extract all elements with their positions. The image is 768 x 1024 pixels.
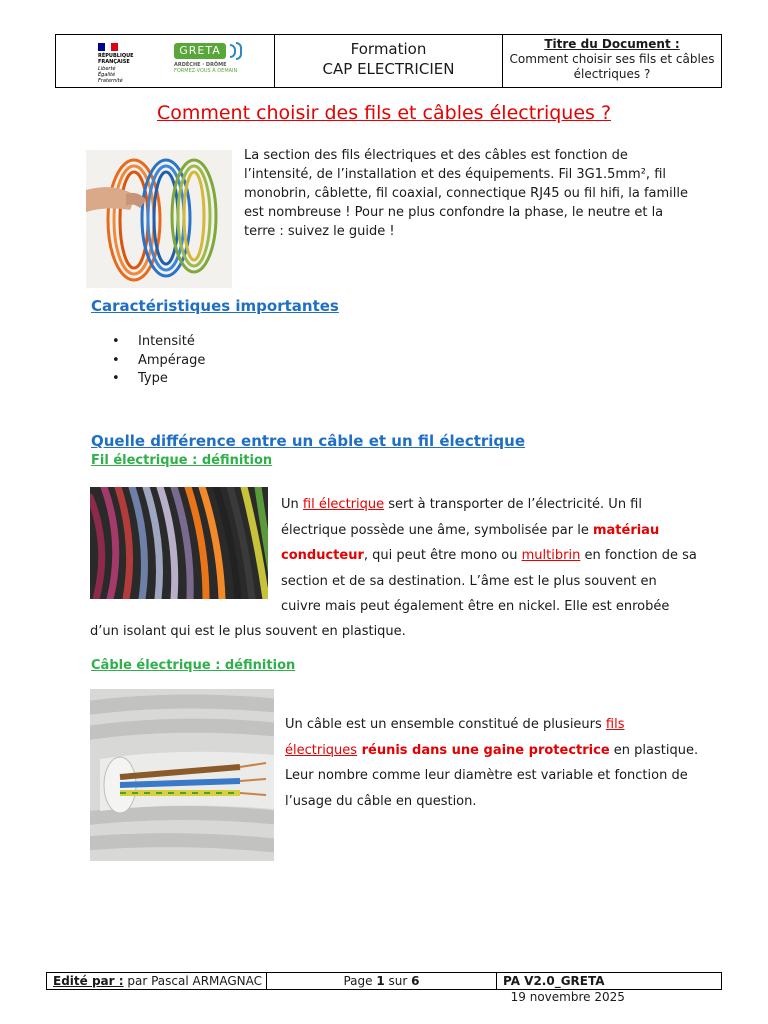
- greta-sub-2: FORMEZ-VOUS À DEMAIN: [174, 68, 238, 74]
- doc-title-line-1: Comment choisir ses fils et câbles: [509, 52, 715, 66]
- version-label: PA V2.0_GRETA: [503, 974, 605, 988]
- cable-line: Leur nombre comme leur diamètre est variable et fonction de: [285, 768, 688, 783]
- list-item: • Intensité: [112, 333, 205, 352]
- rf-line-1: RÉPUBLIQUE: [98, 53, 134, 59]
- fils-link[interactable]: fils: [605, 717, 625, 732]
- cable-paragraph: [285, 712, 698, 814]
- rf-motto-3: Fraternité: [98, 78, 123, 84]
- formation-cell: [275, 35, 503, 87]
- page-number: 1: [376, 974, 385, 988]
- fil-line: cuivre mais peut également être en nickel. Elle est enrobée: [281, 599, 670, 614]
- colored-wires-photo: [90, 487, 268, 599]
- edited-label: Edité par :: [53, 974, 124, 988]
- greta-sub-1: ARDÈCHE · DRÔME: [174, 62, 227, 68]
- gaine-emphasis: réunis dans une gaine protectrice: [357, 742, 610, 758]
- fil-electrique-link[interactable]: fil électrique: [302, 497, 385, 512]
- fil-paragraph: [281, 492, 697, 620]
- intro-paragraph: [244, 146, 688, 241]
- footer-page: [267, 973, 497, 989]
- footer-version: [497, 973, 721, 1004]
- cable-text: en plastique.: [609, 742, 699, 758]
- republique-francaise-logo: [98, 43, 168, 84]
- editor-name: par Pascal ARMAGNAC: [123, 974, 263, 988]
- subheading-fil: Fil électrique : définition: [91, 453, 273, 468]
- page-title: Comment choisir des fils et câbles électriques ?: [156, 102, 612, 124]
- cable-line: l’usage du câble en question.: [285, 793, 477, 809]
- fil-text: , qui peut être mono ou: [363, 548, 522, 563]
- wire-coils-photo: [86, 150, 232, 288]
- intro-line: terre : suivez le guide !: [244, 224, 395, 239]
- logos-cell: [56, 35, 275, 87]
- signal-arc-icon: [236, 42, 242, 60]
- cable-section-photo: [90, 689, 274, 861]
- footer-editor: [47, 973, 267, 989]
- heading-caracteristiques: Caractéristiques importantes: [91, 297, 339, 315]
- greta-tagline: [174, 62, 264, 74]
- intro-line: est nombreuse ! Pour ne plus confondre la phase, le neutre et la: [244, 205, 664, 220]
- multibrin-link[interactable]: multibrin: [521, 548, 581, 563]
- heading-difference: Quelle différence entre un câble et un fil électrique: [91, 432, 526, 450]
- subheading-cable: Câble électrique : définition: [91, 658, 296, 673]
- characteristics-list: [112, 333, 205, 389]
- formation-label: Formation: [350, 40, 427, 58]
- doc-title-line-2: électriques ?: [573, 67, 651, 81]
- rf-line-2: FRANÇAISE: [98, 59, 130, 65]
- cable-text: Un câble est un ensemble constitué de plusieurs: [285, 717, 606, 732]
- page-total: 6: [411, 974, 420, 988]
- intro-line: La section des fils électriques et des câbles est fonction de: [244, 148, 628, 163]
- fil-last-line: d’un isolant qui est le plus souvent en plastique.: [90, 624, 406, 639]
- fil-text: sert à transporter de l’électricité. Un fil: [384, 497, 642, 512]
- page-text: sur: [384, 974, 412, 988]
- conducteur-emphasis: conducteur: [281, 548, 364, 563]
- french-flag-icon: [98, 43, 118, 51]
- greta-brand: GRETA: [174, 43, 226, 59]
- header-table: [55, 34, 722, 88]
- footer-table: [46, 972, 722, 1004]
- fil-line: section et de sa destination. L’âme est le plus souvent en: [281, 573, 657, 589]
- footer-date: 19 novembre 2025: [503, 990, 625, 1004]
- doc-title-cell: [503, 35, 721, 87]
- electriques-link[interactable]: électriques: [285, 742, 358, 758]
- list-item: • Type: [112, 370, 205, 389]
- intro-line: monobrin, câblette, fil coaxial, connectique RJ45 ou fil hifi, la famille: [244, 186, 689, 201]
- rf-motto-2: Égalité: [98, 72, 116, 78]
- formation-name: CAP ELECTRICIEN: [322, 60, 455, 78]
- intro-line: l’intensité, de l’installation et des équipements. Fil 3G1.5mm², fil: [244, 167, 666, 182]
- fil-text: en fonction de sa: [580, 548, 697, 563]
- materiau-emphasis: matériau: [592, 522, 660, 538]
- doc-title-label: Titre du Document :: [544, 37, 680, 51]
- page-text: Page: [343, 974, 377, 988]
- rf-motto-1: Liberté: [98, 66, 116, 72]
- fil-text: Un: [281, 497, 303, 512]
- list-item: • Ampérage: [112, 352, 205, 371]
- fil-text: électrique possède une âme, symbolisée par le: [281, 522, 593, 538]
- greta-logo: [170, 41, 270, 81]
